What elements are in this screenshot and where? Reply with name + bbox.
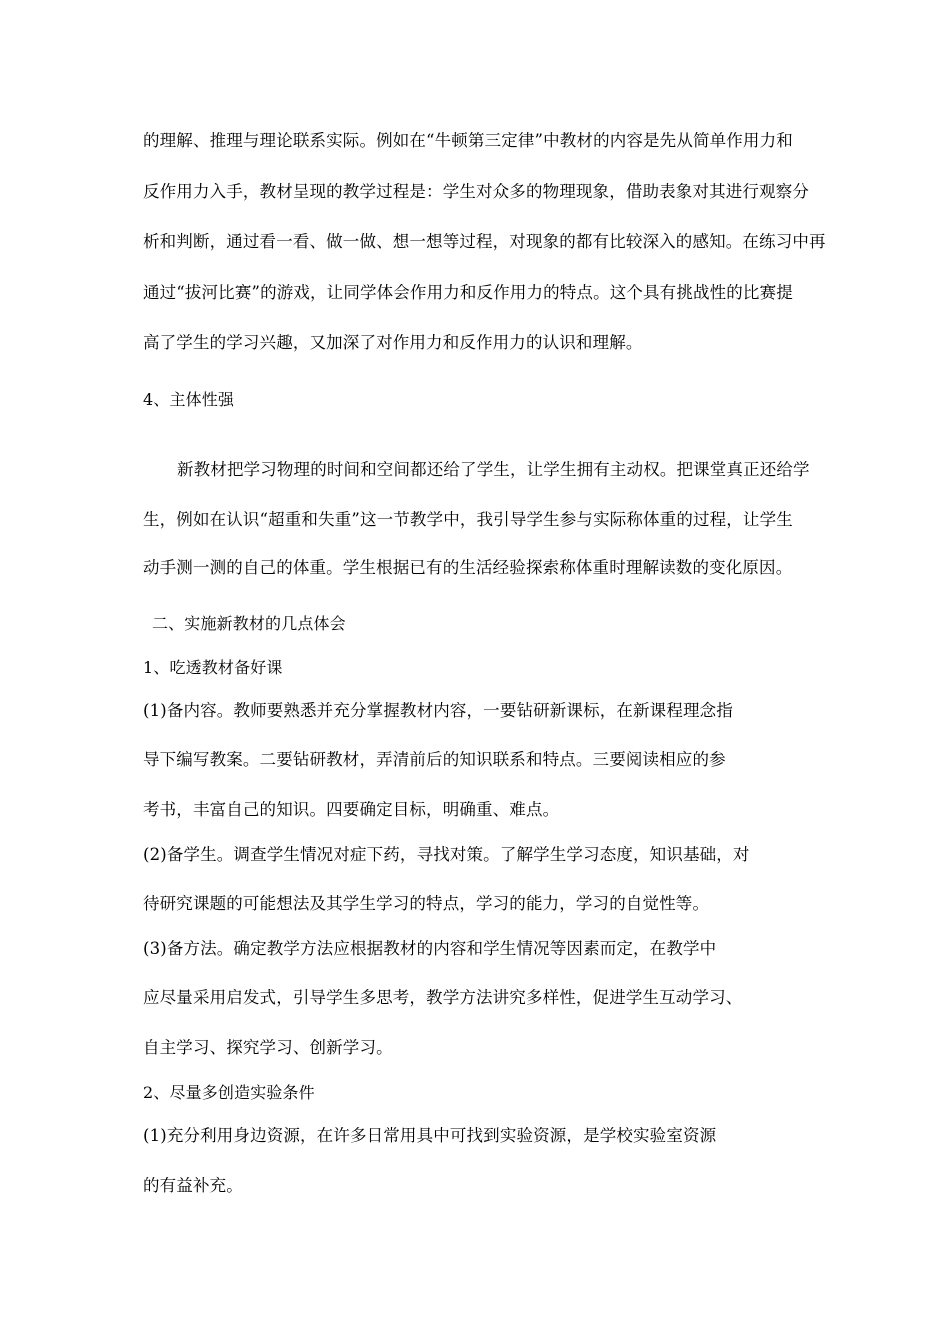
item-1-3-line: 应尽量采用启发式，引导学生多思考，教学方法讲究多样性，促进学生互动学习、 [143, 988, 743, 1007]
part-2-heading: 二、实施新教材的几点体会 [152, 614, 346, 633]
section-4-paragraph-line: 生，例如在认识“超重和失重”这一节教学中，我引导学生参与实际称体重的过程，让学生 [143, 510, 793, 529]
item-1-2-line: (2)备学生。调查学生情况对症下药，寻找对策。了解学生学习态度，知识基础，对 [143, 845, 750, 864]
item-1-2-line: 待研究课题的可能想法及其学生学习的特点，学习的能力，学习的自觉性等。 [143, 894, 710, 913]
item-1-3-line: (3)备方法。确定教学方法应根据教材的内容和学生情况等因素而定，在教学中 [143, 939, 717, 958]
intro-paragraph-line: 的理解、推理与理论联系实际。例如在“牛顿第三定律”中教材的内容是先从简单作用力和 [143, 131, 793, 150]
intro-paragraph-line: 通过“拔河比赛”的游戏，让同学体会作用力和反作用力的特点。这个具有挑战性的比赛提 [143, 283, 793, 302]
section-4-heading: 4、主体性强 [143, 390, 235, 409]
intro-paragraph-line: 析和判断，通过看一看、做一做、想一想等过程，对现象的都有比较深入的感知。在练习中再 [143, 232, 826, 251]
item-1-heading: 1、吃透教材备好课 [143, 658, 283, 677]
item-1-3-line: 自主学习、探究学习、创新学习。 [143, 1038, 393, 1057]
section-4-paragraph-line: 新教材把学习物理的时间和空间都还给了学生，让学生拥有主动权。把课堂真正还给学 [177, 460, 810, 479]
item-1-1-line: 考书，丰富自己的知识。四要确定目标，明确重、难点。 [143, 800, 560, 819]
item-2-1-line: 的有益补充。 [143, 1176, 243, 1195]
section-4-paragraph-line: 动手测一测的自己的体重。学生根据已有的生活经验探索称体重时理解读数的变化原因。 [143, 558, 793, 577]
item-1-1-line: (1)备内容。教师要熟悉并充分掌握教材内容，一要钻研新课标，在新课程理念指 [143, 701, 733, 720]
item-1-1-line: 导下编写教案。二要钻研教材，弄清前后的知识联系和特点。三要阅读相应的参 [143, 750, 726, 769]
item-2-1-line: (1)充分利用身边资源，在许多日常用具中可找到实验资源，是学校实验室资源 [143, 1126, 717, 1145]
intro-paragraph-line: 反作用力入手，教材呈现的教学过程是：学生对众多的物理现象，借助表象对其进行观察分 [143, 182, 809, 201]
intro-paragraph-line: 高了学生的学习兴趣，又加深了对作用力和反作用力的认识和理解。 [143, 333, 643, 352]
item-2-heading: 2、尽量多创造实验条件 [143, 1083, 315, 1102]
